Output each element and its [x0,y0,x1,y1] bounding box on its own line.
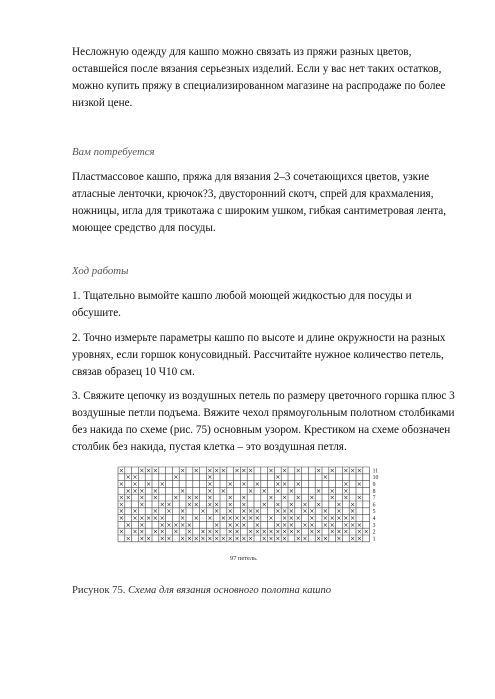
stitch-mark: × [132,487,138,495]
text-line: моющее средство для посуды. [72,222,216,234]
stitch-mark: × [356,528,362,536]
stitch-mark: × [275,487,281,495]
stitch-mark: × [241,515,247,522]
stitch-mark: × [146,481,152,488]
stitch-mark: × [207,481,213,488]
text-line: 2. Точно измерьте параметры кашпо по высоте и длине окружности на разных [72,332,446,344]
stitch-mark: × [200,535,206,543]
stitch-mark: × [268,467,274,475]
stitch-mark: × [139,467,145,475]
row-label: 5 [372,509,376,516]
stitch-mark: × [180,508,186,516]
stitch-mark: × [336,535,342,543]
stitch-mark: × [356,535,362,543]
stitch-mark: × [336,501,342,509]
stitch-mark: × [207,487,213,495]
stitch-mark: × [214,501,220,509]
row-label: 4 [372,516,376,522]
stitch-mark: × [336,508,342,516]
stitch-mark: × [343,494,349,502]
stitch-mark: × [132,481,138,488]
stitch-mark: × [173,494,179,502]
stitch-mark: × [159,515,165,522]
stitch-mark: × [295,515,301,522]
stitch-mark: × [132,474,138,482]
text-line: можно купить пряжу в специализированном магазине на распродаже по более [72,80,446,92]
stitch-mark: × [227,528,233,536]
stitch-mark: × [322,508,328,516]
stitch-mark: × [118,508,124,516]
row-label: 11 [372,468,379,475]
row-label: 3 [372,522,376,529]
stitch-mark: × [220,515,226,522]
stitch-mark: × [193,494,199,502]
stitch-mark: × [200,528,206,536]
stitch-mark: × [329,487,335,495]
stitch-mark: × [316,501,322,509]
stitch-mark: × [329,528,335,536]
stitch-mark: × [241,535,247,543]
stitch-mark: × [186,494,192,502]
stitch-mark: × [139,535,145,543]
stitch-mark: × [241,521,247,529]
stitch-mark: × [159,481,165,488]
stitch-mark: × [356,467,362,475]
stitch-mark: × [329,467,335,475]
stitch-mark: × [329,494,335,502]
stitch-mark: × [214,508,220,516]
chart-footer: 97 петель. [230,554,258,562]
stitch-mark: × [248,487,254,495]
stitch-mark: × [356,494,362,502]
stitch-mark: × [275,528,281,536]
stitch-mark: × [350,508,356,516]
stitch-mark: × [227,515,233,522]
stitch-mark: × [275,501,281,509]
stitch-mark: × [322,474,328,482]
stitch-mark: × [248,515,254,522]
stitch-mark: × [295,528,301,536]
stitch-mark: × [248,467,254,475]
stitch-mark: × [152,528,158,536]
stitch-mark: × [125,521,131,529]
figure-caption [72,585,331,596]
stitch-mark: × [241,481,247,488]
stitch-mark: × [316,467,322,475]
stitch-mark: × [132,508,138,516]
stitch-mark: × [329,521,335,529]
stitch-mark: × [275,481,281,488]
stitch-mark: × [282,467,288,475]
stitch-mark: × [302,535,308,543]
stitch-mark: × [214,521,220,529]
stitch-mark: × [227,481,233,488]
stitch-mark: × [173,521,179,529]
stitch-mark: × [295,481,301,488]
text-line: Пластмассовое кашпо, пряжа для вязания 2–3 сочетающихся цветов, узкие [72,171,430,183]
stitch-mark: × [146,535,152,543]
row-label: 2 [372,529,376,536]
stitch-mark: × [125,474,131,482]
stitch-mark: × [139,487,145,495]
stitch-mark: × [125,494,131,502]
text-line: связав образец 10 Ч10 см. [72,366,195,378]
stitch-mark: × [268,528,274,536]
stitch-mark: × [139,494,145,502]
stitch-mark: × [152,487,158,495]
stitch-mark: × [282,515,288,522]
stitch-mark: × [282,535,288,543]
stitch-mark: × [227,521,233,529]
stitch-mark: × [261,528,267,536]
stitch-mark: × [159,535,165,543]
stitch-mark: × [254,515,260,522]
stitch-mark: × [180,535,186,543]
row-label: 8 [372,488,376,495]
stitch-mark: × [200,508,206,516]
stitch-mark: × [350,521,356,529]
stitch-mark: × [227,494,233,502]
text-line: ножницы, игла для трикотажа с широким ушком, гибкая сантиметровая лента, [72,205,447,217]
stitch-mark: × [207,528,213,536]
stitch-mark: × [186,501,192,509]
text-line: низкой цене. [72,97,133,109]
step-1-paragraph [72,288,432,322]
stitch-mark: × [343,515,349,522]
stitch-mark: × [275,508,281,516]
stitch-mark: × [193,467,199,475]
text-line: воздушные петли подъема. Вяжите чехол прямоугольным полотном столбиками [72,407,455,419]
stitch-mark: × [180,521,186,529]
text-line: 1. Тщательно вымойте кашпо любой моющей жидкостью для посуды и [72,290,412,302]
stitch-mark: × [261,535,267,543]
text-line: обсушите. [72,307,121,319]
stitch-mark: × [350,515,356,522]
stitch-mark: × [288,515,294,522]
stitch-mark: × [282,494,288,502]
stitch-mark: × [227,501,233,509]
stitch-mark: × [152,508,158,516]
stitch-mark: × [207,474,213,482]
stitch-mark: × [356,481,362,488]
stitch-mark: × [125,535,131,543]
stitch-mark: × [241,501,247,509]
stitch-mark: × [227,535,233,543]
stitch-mark: × [288,487,294,495]
stitch-mark: × [193,515,199,522]
stitch-mark: × [207,467,213,475]
stitch-mark: × [275,474,281,482]
stitch-mark: × [118,515,124,522]
stitch-mark: × [207,515,213,522]
stitch-mark: × [234,521,240,529]
stitch-mark: × [125,487,131,495]
stitch-mark: × [152,467,158,475]
materials-paragraph [72,169,447,237]
intro-paragraph [72,44,446,112]
stitch-mark: × [118,494,124,502]
stitch-mark: × [248,508,254,516]
stitch-mark: × [220,487,226,495]
row-label: 9 [372,482,376,488]
stitch-mark: × [159,501,165,509]
stitch-mark: × [214,535,220,543]
stitch-mark: × [118,467,124,475]
row-label: 10 [372,475,379,482]
stitch-mark: × [268,535,274,543]
stitch-mark: × [356,521,362,529]
stitch-mark: × [180,467,186,475]
stitch-mark: × [152,515,158,522]
stitch-mark: × [248,528,254,536]
stitch-mark: × [227,508,233,516]
stitch-mark: × [302,521,308,529]
step-2-paragraph [72,330,446,381]
stitch-mark: × [139,515,145,522]
stitch-mark: × [282,521,288,529]
stitch-mark: × [343,467,349,475]
stitch-mark: × [261,487,267,495]
stitch-mark: × [166,521,172,529]
stitch-mark: × [146,515,152,522]
text-line: столбик без накида, пустая клетка – это воздушная петля. [72,441,347,453]
stitch-mark: × [186,535,192,543]
stitch-mark: × [254,521,260,529]
text-line: без накида по схеме (рис. 75) основным узором. Крестиком на схеме обозначен [72,424,451,436]
stitch-mark: × [146,467,152,475]
knitting-chart-svg [117,466,392,571]
stitch-mark: × [343,528,349,536]
stitch-mark: × [139,521,145,529]
stitch-mark: × [159,528,165,536]
stitch-mark: × [207,501,213,509]
stitch-mark: × [241,508,247,516]
stitch-mark: × [207,535,213,543]
stitch-mark: × [329,515,335,522]
stitch-mark: × [309,528,315,536]
stitch-mark: × [302,501,308,509]
stitch-mark: × [220,535,226,543]
stitch-mark: × [309,515,315,522]
text-line: оставшейся после вязания серьезных изделий. Если у вас нет таких остатков, [72,63,442,75]
stitch-mark: × [180,487,186,495]
stitch-mark: × [275,521,281,529]
stitch-mark: × [166,508,172,516]
stitch-mark: × [180,515,186,522]
stitch-mark: × [288,528,294,536]
stitch-mark: × [343,481,349,488]
stitch-mark: × [132,515,138,522]
stitch-mark: × [282,528,288,536]
stitch-mark: × [350,535,356,543]
stitch-mark: × [343,521,349,529]
stitch-mark: × [234,535,240,543]
stitch-mark: × [234,515,240,522]
row-label: 1 [372,536,376,543]
stitch-mark: × [288,521,294,529]
caption-label: Рисунок 75. [72,585,126,596]
stitch-mark: × [288,508,294,516]
stitch-mark: × [336,515,342,522]
text-line: уровнях, если горшок конусовидный. Рассчитайте нужное количество петель, [72,349,444,361]
stitch-mark: × [336,528,342,536]
stitch-mark: × [173,474,179,482]
stitch-mark: × [282,508,288,516]
stitch-mark: × [316,487,322,495]
stitch-mark: × [241,467,247,475]
stitch-mark: × [159,521,165,529]
work-heading: Ход работы [72,265,129,277]
stitch-mark: × [254,508,260,516]
stitch-mark: × [322,535,328,543]
stitch-mark: × [322,521,328,529]
stitch-mark: × [316,528,322,536]
stitch-mark: × [309,494,315,502]
knitting-chart [117,466,392,576]
stitch-mark: × [118,481,124,488]
stitch-mark: × [254,528,260,536]
row-label: 7 [372,495,376,502]
stitch-mark: × [295,535,301,543]
stitch-mark: × [309,508,315,516]
stitch-mark: × [186,528,192,536]
stitch-mark: × [214,528,220,536]
stitch-mark: × [152,494,158,502]
stitch-mark: × [248,535,254,543]
step-3-paragraph [72,388,455,456]
stitch-mark: × [166,535,172,543]
stitch-mark: × [139,501,145,509]
stitch-mark: × [302,508,308,516]
materials-heading: Вам потребуется [72,146,155,158]
stitch-mark: × [118,501,124,509]
stitch-mark: × [139,528,145,536]
stitch-mark: × [220,467,226,475]
stitch-mark: × [207,494,213,502]
stitch-mark: × [288,501,294,509]
stitch-mark: × [193,535,199,543]
stitch-mark: × [234,467,240,475]
stitch-mark: × [316,535,322,543]
stitch-mark: × [193,501,199,509]
row-label: 6 [372,502,376,509]
stitch-mark: × [295,494,301,502]
stitch-mark: × [309,521,315,529]
stitch-mark: × [173,528,179,536]
stitch-mark: × [350,467,356,475]
stitch-mark: × [350,501,356,509]
stitch-mark: × [275,535,281,543]
text-line: 3. Свяжите цепочку из воздушных петель по размеру цветочного горшка плюс 3 [72,390,455,402]
text-line: атласные ленточки, крючок?3, двусторонний скотч, спрей для крахмаления, [72,188,434,200]
stitch-mark: × [268,515,274,522]
stitch-mark: × [186,521,192,529]
stitch-mark: × [254,481,260,488]
stitch-mark: × [295,467,301,475]
stitch-mark: × [363,528,369,536]
stitch-mark: × [268,494,274,502]
stitch-mark: × [241,494,247,502]
stitch-mark: × [261,501,267,509]
stitch-mark: × [132,528,138,536]
stitch-mark: × [322,515,328,522]
stitch-mark: × [282,481,288,488]
caption-text: Схема для вязания основного полотна кашпо [128,585,332,596]
stitch-mark: × [234,528,240,536]
stitch-mark: × [214,467,220,475]
text-line: Несложную одежду для кашпо можно связать из пряжи разных цветов, [72,46,412,58]
stitch-mark: × [118,528,124,536]
stitch-mark: × [166,501,172,509]
stitch-mark: × [343,487,349,495]
